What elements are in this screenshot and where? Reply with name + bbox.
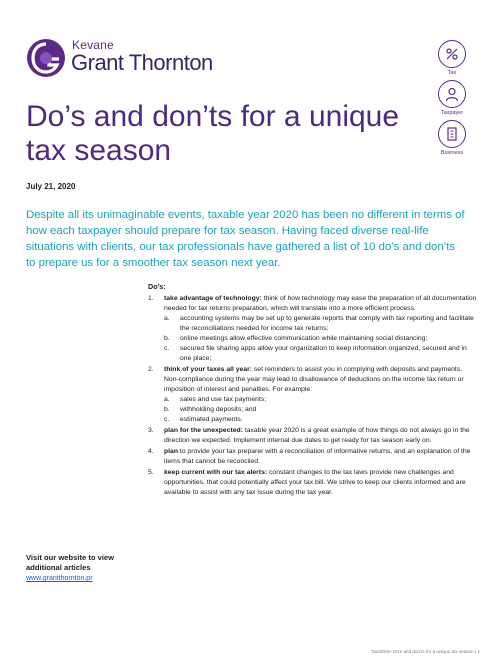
publication-date: July 21, 2020 <box>26 182 76 191</box>
sub-text: estimated payments. <box>180 416 243 423</box>
item-text: constant changes to the tax laws provide new challenges and opportunities, that could potentially affect your tax bill. We strive to keep our clients informed and are available to assist with any tax issue during the tax year. <box>164 469 466 496</box>
side-label-taxpayer: Taxpayer <box>440 110 464 116</box>
dos-heading: Do’s: <box>148 282 166 291</box>
sub-text: sales and use tax payments; <box>180 396 267 403</box>
logo-subtitle: Kevane <box>72 38 114 52</box>
sub-item <box>164 344 478 364</box>
side-label-business: Business <box>440 150 464 156</box>
item-lead: plan for the unexpected: <box>164 427 243 434</box>
list-item <box>148 447 478 467</box>
sub-item <box>164 415 478 425</box>
list-item <box>148 426 478 446</box>
sub-text: secured file sharing apps allow your organization to keep information organized, secured and in one place; <box>180 345 467 362</box>
intro-paragraph: Despite all its unimaginable events, taxable year 2020 has been no different in terms of how each taxpayer should prepare for tax season. Having faced diverse real-life situations with clients, our tax professionals have gathered a list of 10 do’s and don’ts to prepare us for a smoother tax season next year. <box>26 209 465 269</box>
visit-website-text: Visit our website to view additional articles <box>26 553 115 572</box>
logo-mark-icon <box>26 38 66 78</box>
item-text: taxable year 2020 is a great example of how things do not always go in the direction we expected. Implement internal due dates to get ready for tax season early on. <box>164 427 470 444</box>
sub-item <box>164 334 478 344</box>
item-text: think of how technology may ease the preparation of all documentation needed for tax returns preparation, which will translate into a more efficient process. <box>164 295 477 312</box>
person-icon <box>438 80 466 108</box>
item-number: 3. <box>148 427 154 434</box>
percent-tag-icon <box>438 40 466 68</box>
sub-text: online meetings allow effective communication while maintaining social distancing; <box>180 335 428 342</box>
item-number: 1. <box>148 295 154 302</box>
sub-item <box>164 395 478 405</box>
sub-letter: b. <box>164 335 170 342</box>
page-title: Do’s and don’ts for a unique tax season <box>26 100 400 167</box>
item-lead: plan <box>164 448 178 455</box>
item-number: 5. <box>148 469 154 476</box>
logo-name: Grant Thornton <box>71 50 213 75</box>
sub-text: withholding deposits; and <box>180 406 257 413</box>
dos-list <box>148 294 478 499</box>
sub-text: accounting systems may be set up to generate reports that comply with tax reporting and facilitate the reconciliations needed for income tax returns; <box>180 315 474 332</box>
page-footer: Taxarticle: Do’s and don’ts for a unique tax season | 1 <box>371 649 480 654</box>
sub-letter: a. <box>164 315 170 322</box>
item-lead: think of your taxes all year: <box>164 366 253 373</box>
list-item <box>148 365 478 425</box>
item-number: 2. <box>148 366 154 373</box>
list-item <box>148 294 478 364</box>
list-item <box>148 468 478 498</box>
sub-item <box>164 314 478 334</box>
side-label-tax: Tax <box>447 70 457 76</box>
item-lead: keep current with our tax alerts: <box>164 469 268 476</box>
building-icon <box>438 120 466 148</box>
sub-letter: c. <box>164 345 170 352</box>
item-text: set reminders to assist you in complying with deposits and payments. Non-compliance during the year may lead to disallowance of deductions on the income tax return or imposition of interest and penalties. For example: <box>164 366 464 393</box>
item-text: to provide your tax preparer with a reconciliation of informative returns, and an explanation of the items that cannot be reconciled. <box>164 448 471 465</box>
sub-letter: a. <box>164 396 170 403</box>
sub-item <box>164 405 478 415</box>
website-link[interactable]: www.grantthornton.pr <box>26 575 93 582</box>
company-logo <box>26 38 226 78</box>
item-number: 4. <box>148 448 154 455</box>
sub-letter: b. <box>164 406 170 413</box>
sub-letter: c. <box>164 416 170 423</box>
item-lead: take advantage of technology: <box>164 295 262 302</box>
